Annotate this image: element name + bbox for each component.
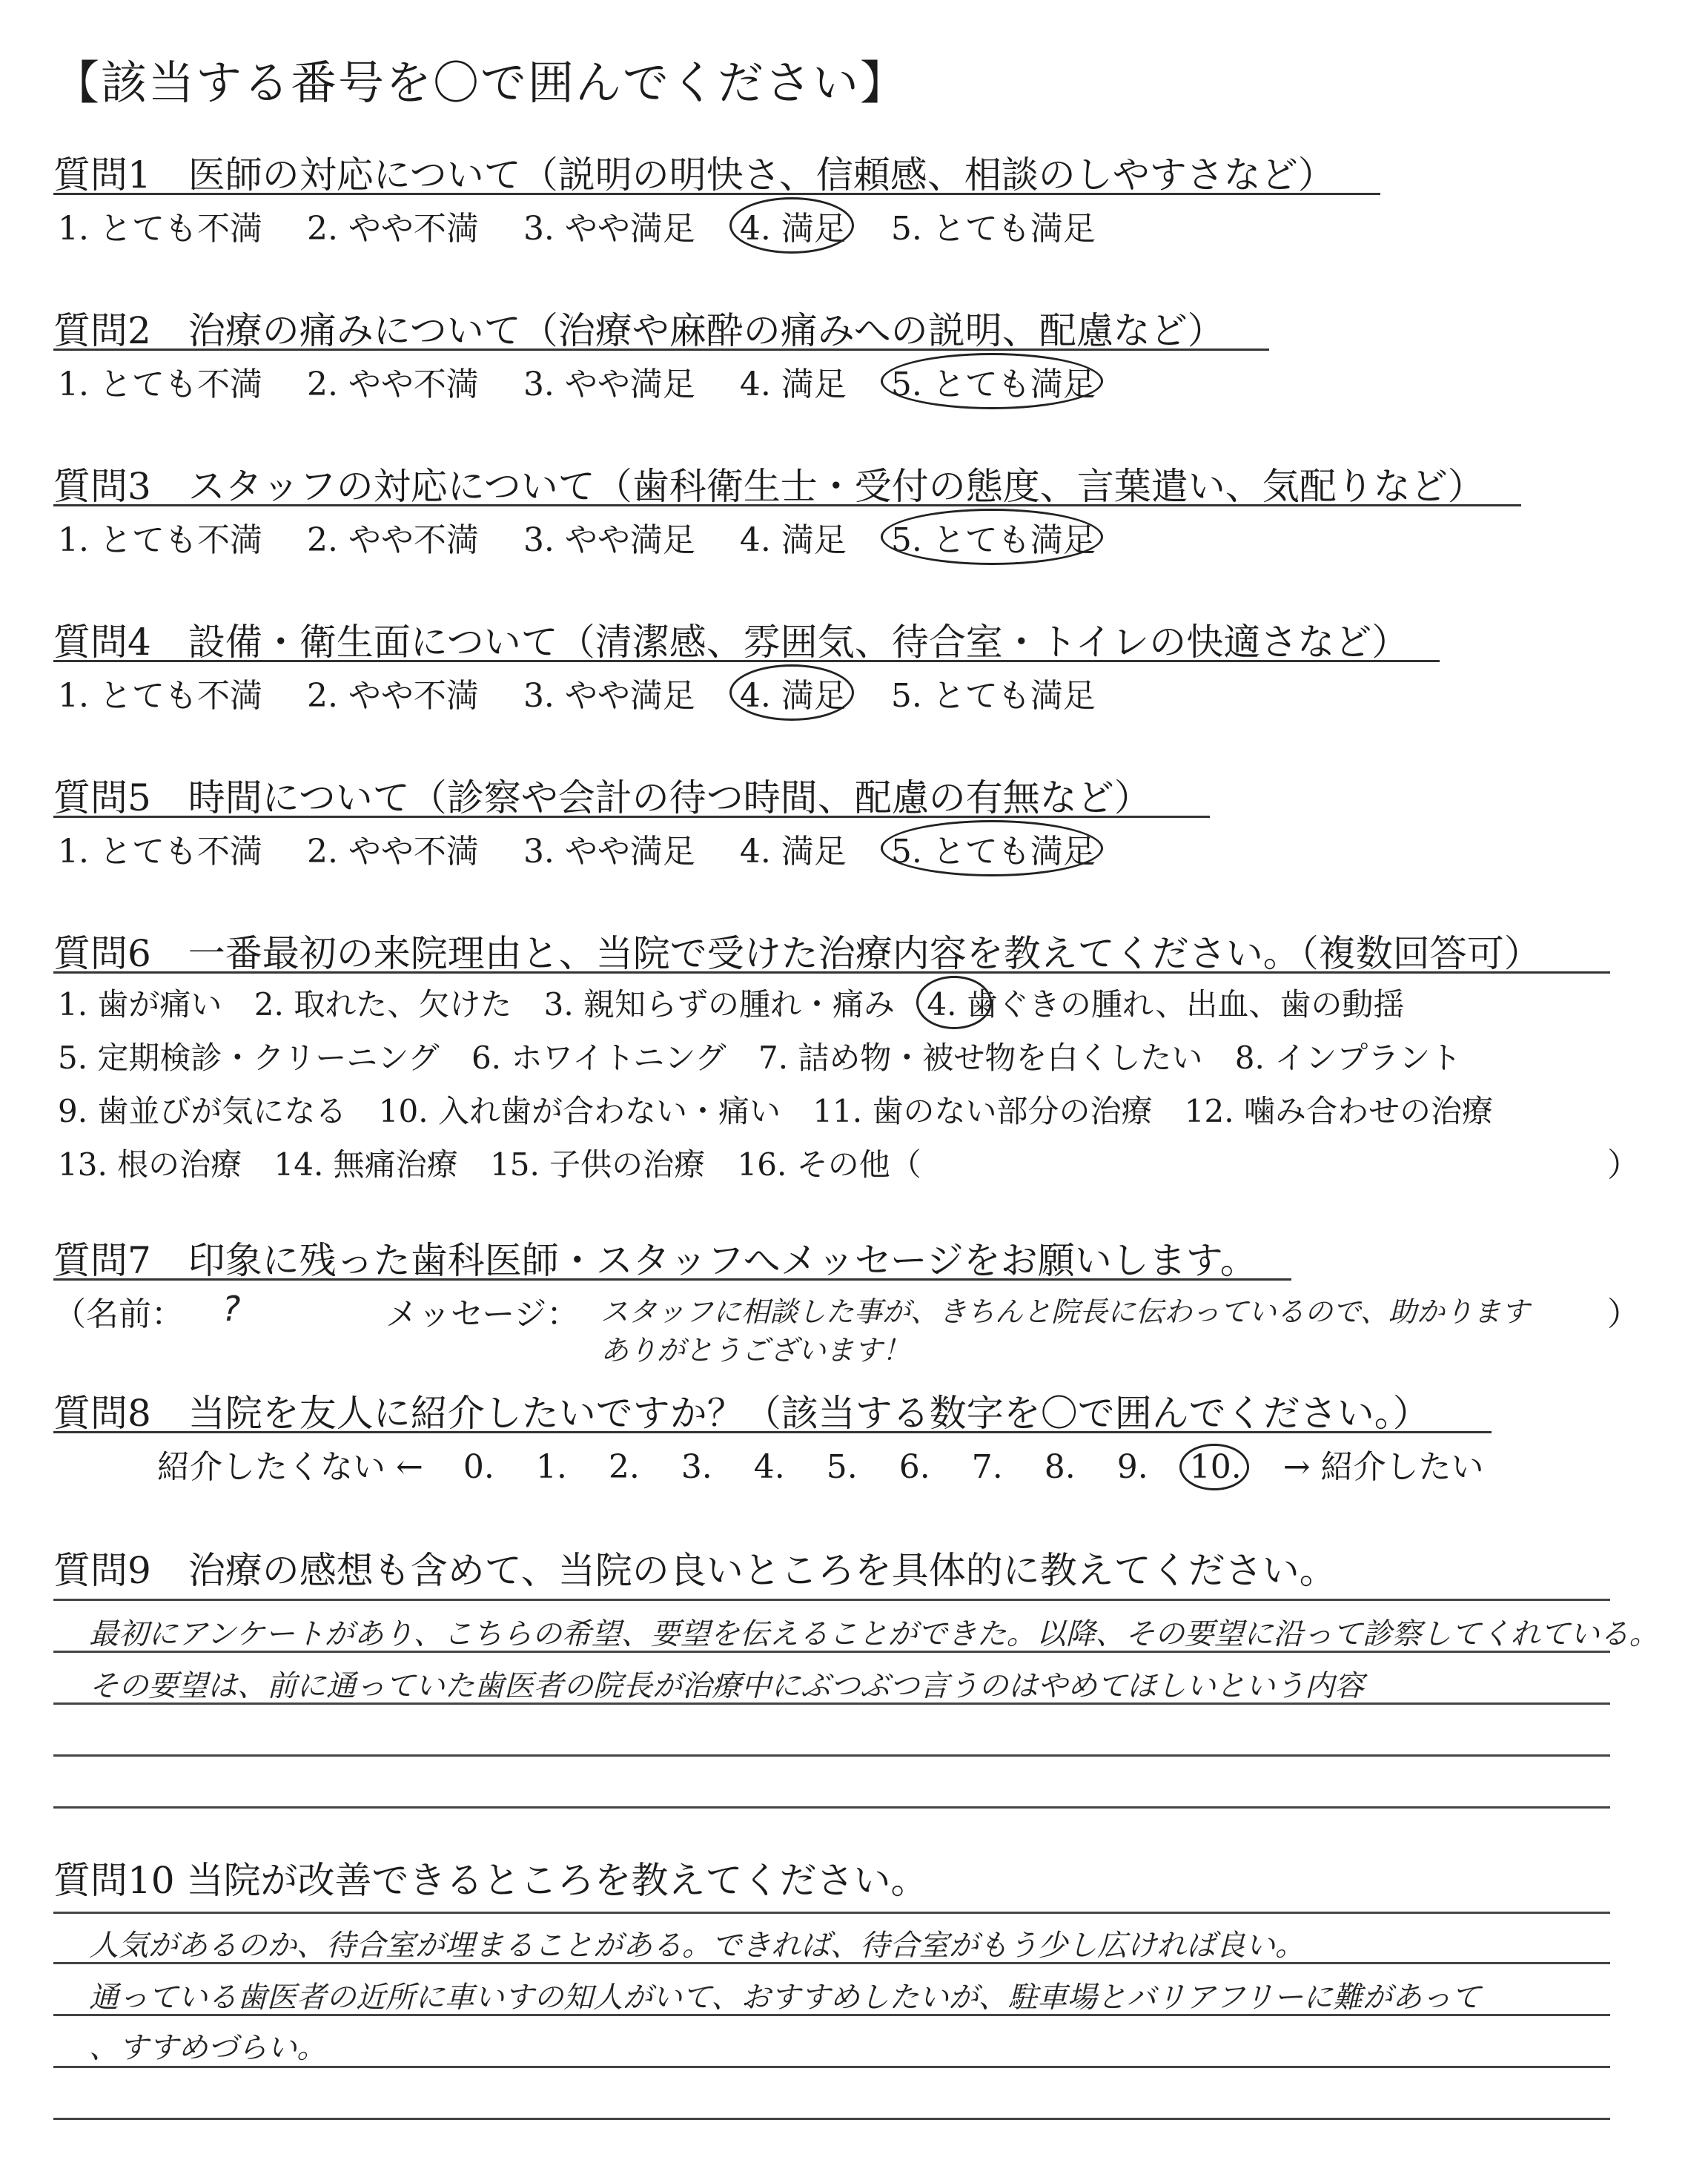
- question-2-heading: 質問2 治療の痛みについて（治療や麻酔の痛みへの説明、配慮など）: [53, 309, 1225, 352]
- q7-name-value[interactable]: ?: [222, 1289, 241, 1329]
- q5-option-3[interactable]: 3. やや満足: [523, 833, 695, 871]
- q6-option-1[interactable]: 1. 歯が痛い: [58, 986, 222, 1023]
- question-8-underline: [53, 1431, 1492, 1433]
- q6-option-9[interactable]: 9. 歯並びが気になる: [58, 1093, 347, 1129]
- q8-scale: [157, 1440, 1484, 1487]
- q8-option-2[interactable]: 2.: [608, 1448, 640, 1486]
- question-6-heading: 質問6 一番最初の来院理由と、当院で受けた治療内容を教えてください。（複数回答可）: [53, 932, 1541, 975]
- question-9-heading: 質問9 治療の感想も含めて、当院の良いところを具体的に教えてください。: [53, 1549, 1337, 1592]
- q6-option-5[interactable]: 5. 定期検診・クリーニング: [58, 1040, 440, 1076]
- q6-option-11[interactable]: 11. 歯のない部分の治療: [812, 1093, 1153, 1129]
- q6-option-15[interactable]: 15. 子供の治療: [490, 1146, 706, 1183]
- q10-answer-rule-1: [53, 1912, 1610, 1914]
- q8-option-6[interactable]: 6.: [898, 1448, 930, 1486]
- q10-answer-rule-2: [53, 1962, 1610, 1964]
- q8-option-4[interactable]: 4.: [753, 1448, 785, 1486]
- q10-answer-rule-5: [53, 2118, 1610, 2120]
- q2-option-4[interactable]: 4. 満足: [739, 366, 847, 403]
- page-title: 【該当する番号を〇で囲んでください】: [53, 56, 908, 110]
- q5-option-4[interactable]: 4. 満足: [739, 833, 847, 871]
- q6-row-2: [58, 1034, 1515, 1087]
- q6-row-3: [58, 1087, 1515, 1140]
- q10-answer-line-2[interactable]: 通っている歯医者の近所に車いすの知人がいて、おすすめしたいが、駐車場とバリアフリーに難があって: [89, 1981, 1481, 2015]
- q8-right-label: → 紹介したい: [1282, 1448, 1484, 1486]
- question-6-options: [58, 980, 1515, 1194]
- q8-option-5[interactable]: 5.: [826, 1448, 858, 1486]
- question-1-heading: 質問1 医師の対応について（説明の明快さ、信頼感、相談のしやすさなど）: [53, 153, 1335, 196]
- q6-option-4-selected[interactable]: 4. 歯ぐきの腫れ、出血、歯の動揺: [927, 980, 1404, 1025]
- selection-circle: [916, 976, 992, 1029]
- q6-other-close-paren: ）: [1607, 1146, 1640, 1184]
- selection-circle: [729, 197, 854, 254]
- q9-answer-rule-1: [53, 1599, 1610, 1601]
- q8-option-9[interactable]: 9.: [1116, 1448, 1148, 1486]
- q10-answer-rule-4: [53, 2066, 1610, 2068]
- question-1-underline: [53, 193, 1380, 195]
- q9-answer-rule-3: [53, 1702, 1610, 1705]
- q9-answer-rule-2: [53, 1651, 1610, 1653]
- question-7-heading: 質問7 印象に残った歯科医師・スタッフへメッセージをお願いします。: [53, 1239, 1257, 1282]
- question-2-options: [58, 357, 1130, 405]
- q7-message-label: メッセージ：: [385, 1295, 580, 1333]
- q9-answer-line-2[interactable]: その要望は、前に通っていた歯医者の院長が治療中にぶつぶつ言うのはやめてほしいという内容: [89, 1669, 1364, 1703]
- q6-row-1: [58, 980, 1515, 1034]
- q4-option-5[interactable]: 5. とても満足: [890, 677, 1096, 715]
- q8-option-1[interactable]: 1.: [535, 1448, 567, 1486]
- q2-option-3[interactable]: 3. やや満足: [523, 366, 695, 403]
- q8-left-label: 紹介したくない ←: [157, 1448, 423, 1486]
- q4-option-2[interactable]: 2. やや不満: [306, 677, 479, 715]
- q4-option-4-selected[interactable]: 4. 満足: [740, 669, 847, 716]
- q8-option-3[interactable]: 3.: [681, 1448, 712, 1486]
- q6-option-7[interactable]: 7. 詰め物・被せ物を白くしたい: [758, 1040, 1203, 1076]
- question-5-heading: 質問5 時間について（診察や会計の待つ時間、配慮の有無など）: [53, 776, 1151, 819]
- q8-option-10-selected[interactable]: 10.: [1190, 1448, 1242, 1486]
- q7-close-paren: ）: [1607, 1295, 1640, 1333]
- q3-option-4[interactable]: 4. 満足: [739, 521, 847, 559]
- q6-option-6[interactable]: 6. ホワイトニング: [471, 1040, 726, 1076]
- q8-option-7[interactable]: 7.: [971, 1448, 1003, 1486]
- q9-answer-rule-5: [53, 1806, 1610, 1809]
- question-9: [53, 1541, 1337, 1597]
- question-10-heading: 質問10 当院が改善できるところを教えてください。: [53, 1859, 928, 1902]
- q10-answer-line-1[interactable]: 人気があるのか、待合室が埋まることがある。できれば、待合室がもう少し広ければ良い。: [89, 1929, 1305, 1963]
- q5-option-2[interactable]: 2. やや不満: [306, 833, 479, 871]
- selection-circle: [881, 820, 1103, 876]
- question-5-options: [58, 825, 1130, 872]
- question-8-heading: 質問8 当院を友人に紹介したいですか？（該当する数字を〇で囲んでください。）: [53, 1392, 1430, 1435]
- q1-option-4-selected[interactable]: 4. 満足: [740, 202, 847, 249]
- q3-option-5-selected[interactable]: 5. とても満足: [891, 513, 1096, 561]
- q6-option-16[interactable]: 16. その他（: [737, 1146, 921, 1183]
- q3-option-2[interactable]: 2. やや不満: [306, 521, 479, 559]
- q8-option-0[interactable]: 0.: [463, 1448, 494, 1486]
- selection-circle: [881, 353, 1103, 409]
- q1-option-1[interactable]: 1. とても不満: [58, 210, 262, 248]
- question-4-heading: 質問4 設備・衛生面について（清潔感、雰囲気、待合室・トイレの快適さなど）: [53, 621, 1409, 664]
- q2-option-1[interactable]: 1. とても不満: [58, 366, 262, 403]
- q2-option-2[interactable]: 2. やや不満: [306, 366, 479, 403]
- question-6-underline: [53, 971, 1610, 974]
- q7-name-label: （名前：: [53, 1295, 184, 1333]
- q7-message-line-1[interactable]: スタッフに相談した事が、きちんと院長に伝わっているので、助かります: [600, 1295, 1529, 1328]
- q9-answer-rule-4: [53, 1754, 1610, 1757]
- q5-option-1[interactable]: 1. とても不満: [58, 833, 262, 871]
- question-3-underline: [53, 504, 1521, 506]
- q5-option-5-selected[interactable]: 5. とても満足: [891, 825, 1096, 872]
- selection-circle: [1179, 1444, 1249, 1490]
- q9-answer-line-1[interactable]: 最初にアンケートがあり、こちらの希望、要望を伝えることができた。以降、その要望に沿って診察してくれている。: [89, 1617, 1659, 1651]
- q1-option-5[interactable]: 5. とても満足: [890, 210, 1096, 248]
- q6-option-13[interactable]: 13. 根の治療: [58, 1146, 242, 1183]
- q2-option-5-selected[interactable]: 5. とても満足: [891, 357, 1096, 405]
- q3-option-3[interactable]: 3. やや満足: [523, 521, 695, 559]
- question-4-options: [58, 669, 1130, 716]
- question-1-options: [58, 202, 1130, 249]
- q7-message-line-2[interactable]: ありがとうございます！: [600, 1334, 911, 1367]
- q1-option-3[interactable]: 3. やや満足: [523, 210, 695, 248]
- q6-option-2[interactable]: 2. 取れた、欠けた: [254, 986, 512, 1023]
- q10-answer-line-3[interactable]: 、すすめづらい。: [89, 2031, 327, 2065]
- q6-row-4: [58, 1140, 1515, 1194]
- q6-option-14[interactable]: 14. 無痛治療: [274, 1146, 458, 1183]
- q6-option-12[interactable]: 12. 噛み合わせの治療: [1184, 1093, 1493, 1129]
- q4-option-1[interactable]: 1. とても不満: [58, 677, 262, 715]
- q6-option-3[interactable]: 3. 親知らずの腫れ・痛み: [543, 986, 896, 1023]
- question-3-heading: 質問3 スタッフの対応について（歯科衛生士・受付の態度、言葉遣い、気配りなど）: [53, 465, 1485, 508]
- question-10: [53, 1851, 928, 1907]
- q8-option-8[interactable]: 8.: [1044, 1448, 1076, 1486]
- question-5-underline: [53, 816, 1210, 818]
- q4-option-3[interactable]: 3. やや満足: [523, 677, 695, 715]
- selection-circle: [729, 664, 854, 721]
- selection-circle: [881, 509, 1103, 565]
- q6-option-8[interactable]: 8. インプラント: [1234, 1040, 1462, 1076]
- q3-option-1[interactable]: 1. とても不満: [58, 521, 262, 559]
- q1-option-2[interactable]: 2. やや不満: [306, 210, 479, 248]
- question-2-underline: [53, 349, 1269, 351]
- question-3-options: [58, 513, 1130, 561]
- q6-option-10[interactable]: 10. 入れ歯が合わない・痛い: [378, 1093, 781, 1129]
- q10-answer-rule-3: [53, 2014, 1610, 2016]
- question-4-underline: [53, 660, 1440, 662]
- question-7-underline: [53, 1278, 1291, 1281]
